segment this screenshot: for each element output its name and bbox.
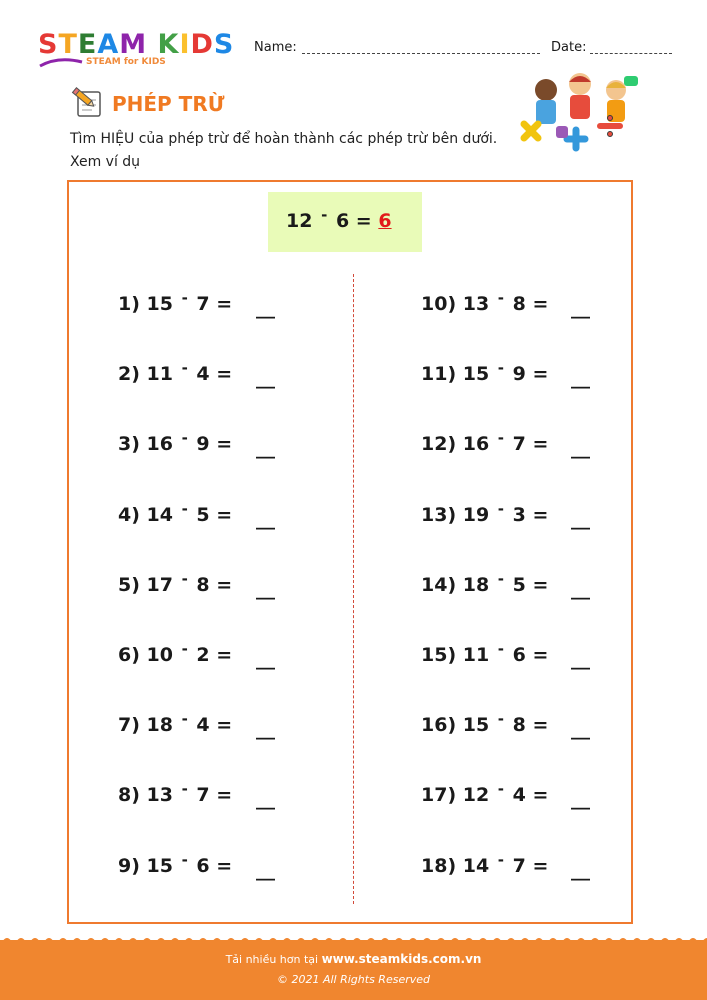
minuend: 17 xyxy=(139,574,180,596)
answer-blank[interactable]: __ xyxy=(571,508,590,530)
subtrahend: 8 xyxy=(506,714,533,736)
answer-blank[interactable]: __ xyxy=(256,718,275,740)
answer-blank[interactable]: __ xyxy=(256,437,275,459)
answer-blank[interactable]: __ xyxy=(571,859,590,881)
minus-sign: - xyxy=(181,500,188,518)
minuend: 18 xyxy=(139,714,180,736)
equals-sign: = xyxy=(532,855,549,877)
subtrahend: 5 xyxy=(189,504,217,526)
minuend: 18 xyxy=(456,574,496,596)
minus-sign: - xyxy=(181,710,188,728)
subtrahend: 9 xyxy=(189,433,217,455)
problem-number: 18) xyxy=(421,855,457,877)
answer-blank[interactable]: __ xyxy=(571,437,590,459)
problem-number: 17) xyxy=(421,784,457,806)
minus-sign: - xyxy=(321,206,328,224)
subtraction-problem xyxy=(421,429,549,455)
logo-letter: A xyxy=(97,29,120,60)
footer-bar xyxy=(0,940,707,1000)
subtraction-problem xyxy=(118,851,233,877)
date-label: Date: xyxy=(551,40,587,55)
minuend: 16 xyxy=(139,433,180,455)
subtrahend: 7 xyxy=(506,433,533,455)
problem-number: 9) xyxy=(118,855,140,877)
logo-letter: S xyxy=(213,29,235,60)
minuend: 14 xyxy=(456,855,496,877)
answer-blank[interactable]: __ xyxy=(256,859,275,881)
footer-website-link[interactable]: www.steamkids.com.vn xyxy=(321,952,482,966)
minuend: 15 xyxy=(139,855,180,877)
problem-number: 11) xyxy=(421,363,457,385)
equals-sign: = xyxy=(216,714,233,736)
instructions-text: Tìm HIỆU của phép trừ để hoàn thành các phép trừ bên dưới. Xem ví dụ xyxy=(70,131,498,170)
problem-number: 6) xyxy=(118,644,140,666)
minuend: 19 xyxy=(456,504,496,526)
answer-blank[interactable]: __ xyxy=(256,297,275,319)
minuend: 15 xyxy=(139,293,180,315)
logo-letter xyxy=(147,30,157,60)
answer-blank[interactable]: __ xyxy=(256,367,275,389)
minus-sign: - xyxy=(181,780,188,798)
subtrahend: 4 xyxy=(189,714,217,736)
subtraction-problem xyxy=(421,289,549,315)
equals-sign: = xyxy=(216,574,233,596)
equals-sign: = xyxy=(532,504,549,526)
problem-number: 16) xyxy=(421,714,457,736)
problem-number: 2) xyxy=(118,363,140,385)
minuend: 13 xyxy=(456,293,496,315)
subtraction-problem xyxy=(118,780,233,806)
minuend: 11 xyxy=(456,644,496,666)
answer-blank[interactable]: __ xyxy=(571,578,590,600)
subtrahend: 6 xyxy=(506,644,533,666)
subtrahend: 5 xyxy=(506,574,533,596)
minus-sign: - xyxy=(497,851,505,869)
answer-blank[interactable]: __ xyxy=(256,578,275,600)
minus-sign: - xyxy=(181,851,188,869)
kids-math-illustration xyxy=(516,70,642,154)
subtrahend: 9 xyxy=(506,363,533,385)
equals-sign: = xyxy=(216,293,233,315)
logo-letter: T xyxy=(58,29,78,60)
logo-letter: E xyxy=(77,29,98,60)
footer-download-line xyxy=(0,952,707,966)
answer-blank[interactable]: __ xyxy=(571,788,590,810)
equals-sign: = xyxy=(532,293,549,315)
minuend: 13 xyxy=(139,784,180,806)
subtraction-problem xyxy=(421,851,549,877)
minuend: 14 xyxy=(139,504,180,526)
subtraction-problem xyxy=(118,500,233,526)
minuend: 10 xyxy=(139,644,180,666)
problem-number: 8) xyxy=(118,784,140,806)
answer-blank[interactable]: __ xyxy=(571,367,590,389)
problem-number: 12) xyxy=(421,433,457,455)
example-subtrahend: 6 xyxy=(335,210,350,232)
subtrahend: 6 xyxy=(189,855,217,877)
minus-sign: - xyxy=(497,710,505,728)
pencil-paper-icon xyxy=(70,86,104,118)
subtrahend: 7 xyxy=(189,293,217,315)
problem-number: 5) xyxy=(118,574,140,596)
column-divider xyxy=(353,274,354,904)
equals-sign: = xyxy=(216,855,233,877)
minuend: 15 xyxy=(456,363,496,385)
subtraction-problem xyxy=(421,780,549,806)
minuend: 11 xyxy=(139,363,180,385)
answer-blank[interactable]: __ xyxy=(571,718,590,740)
minus-sign: - xyxy=(497,570,505,588)
answer-blank[interactable]: __ xyxy=(256,508,275,530)
minuend: 12 xyxy=(456,784,496,806)
answer-blank[interactable]: __ xyxy=(571,648,590,670)
subtraction-problem xyxy=(421,640,549,666)
equals-sign: = xyxy=(216,363,233,385)
steam-kids-logo xyxy=(38,30,238,74)
minus-sign: - xyxy=(181,640,188,658)
logo-letter: D xyxy=(190,29,214,60)
subtrahend: 4 xyxy=(506,784,533,806)
problem-number: 4) xyxy=(118,504,140,526)
equals-sign: = xyxy=(216,784,233,806)
name-input-line[interactable] xyxy=(302,53,540,54)
equals-sign: = xyxy=(216,504,233,526)
problem-number: 13) xyxy=(421,504,457,526)
minus-sign: - xyxy=(497,289,505,307)
answer-blank[interactable]: __ xyxy=(256,788,275,810)
answer-blank[interactable]: __ xyxy=(256,648,275,670)
subtrahend: 3 xyxy=(506,504,533,526)
equals-sign: = xyxy=(532,574,549,596)
subtraction-problem xyxy=(118,289,233,315)
subtrahend: 2 xyxy=(189,644,217,666)
subtraction-problem xyxy=(421,710,549,736)
subtrahend: 8 xyxy=(189,574,217,596)
logo-letter: K xyxy=(157,29,180,60)
logo-swoosh-icon xyxy=(38,56,84,70)
problem-number: 10) xyxy=(421,293,457,315)
subtraction-problem xyxy=(118,710,233,736)
problem-number: 3) xyxy=(118,433,140,455)
subtraction-problem xyxy=(118,570,233,596)
subtraction-problem xyxy=(118,640,233,666)
subtraction-problem xyxy=(118,359,233,385)
subtraction-problem xyxy=(421,359,549,385)
minus-sign: - xyxy=(181,289,188,307)
problem-number: 14) xyxy=(421,574,457,596)
equals-sign: = xyxy=(355,210,372,232)
logo-subtitle: STEAM for KIDS xyxy=(86,57,166,67)
minus-sign: - xyxy=(497,640,505,658)
example-answer: 6 xyxy=(378,210,392,232)
worksheet-frame xyxy=(67,180,633,924)
subtrahend: 7 xyxy=(506,855,533,877)
footer-prefix: Tải nhiều hơn tại xyxy=(225,953,319,966)
example-box xyxy=(268,192,422,252)
equals-sign: = xyxy=(216,433,233,455)
logo-letter: M xyxy=(119,29,148,60)
minus-sign: - xyxy=(497,359,505,377)
equals-sign: = xyxy=(216,644,233,666)
example-equation xyxy=(286,206,392,232)
subtrahend: 8 xyxy=(506,293,533,315)
minuend: 16 xyxy=(456,433,496,455)
answer-blank[interactable]: __ xyxy=(571,297,590,319)
worksheet-title: PHÉP TRỪ xyxy=(112,92,225,116)
equals-sign: = xyxy=(532,363,549,385)
subtraction-problem xyxy=(118,429,233,455)
subtrahend: 4 xyxy=(189,363,217,385)
minuend: 15 xyxy=(456,714,496,736)
equals-sign: = xyxy=(532,433,549,455)
logo-letter: S xyxy=(38,29,59,60)
logo-letter: I xyxy=(179,29,191,60)
equals-sign: = xyxy=(532,644,549,666)
problem-number: 15) xyxy=(421,644,457,666)
minus-sign: - xyxy=(181,570,188,588)
minus-sign: - xyxy=(181,359,188,377)
example-minuend: 12 xyxy=(286,210,313,232)
minus-sign: - xyxy=(497,429,505,447)
subtrahend: 7 xyxy=(189,784,217,806)
equals-sign: = xyxy=(532,714,549,736)
subtraction-problem xyxy=(421,500,549,526)
problem-number: 1) xyxy=(118,293,140,315)
minus-sign: - xyxy=(497,780,505,798)
footer-copyright: © 2021 All Rights Reserved xyxy=(276,973,430,986)
equals-sign: = xyxy=(532,784,549,806)
minus-sign: - xyxy=(497,500,505,518)
date-input-line[interactable] xyxy=(590,53,672,54)
subtraction-problem xyxy=(421,570,549,596)
minus-sign: - xyxy=(181,429,188,447)
problem-number: 7) xyxy=(118,714,140,736)
name-label: Name: xyxy=(254,40,297,55)
